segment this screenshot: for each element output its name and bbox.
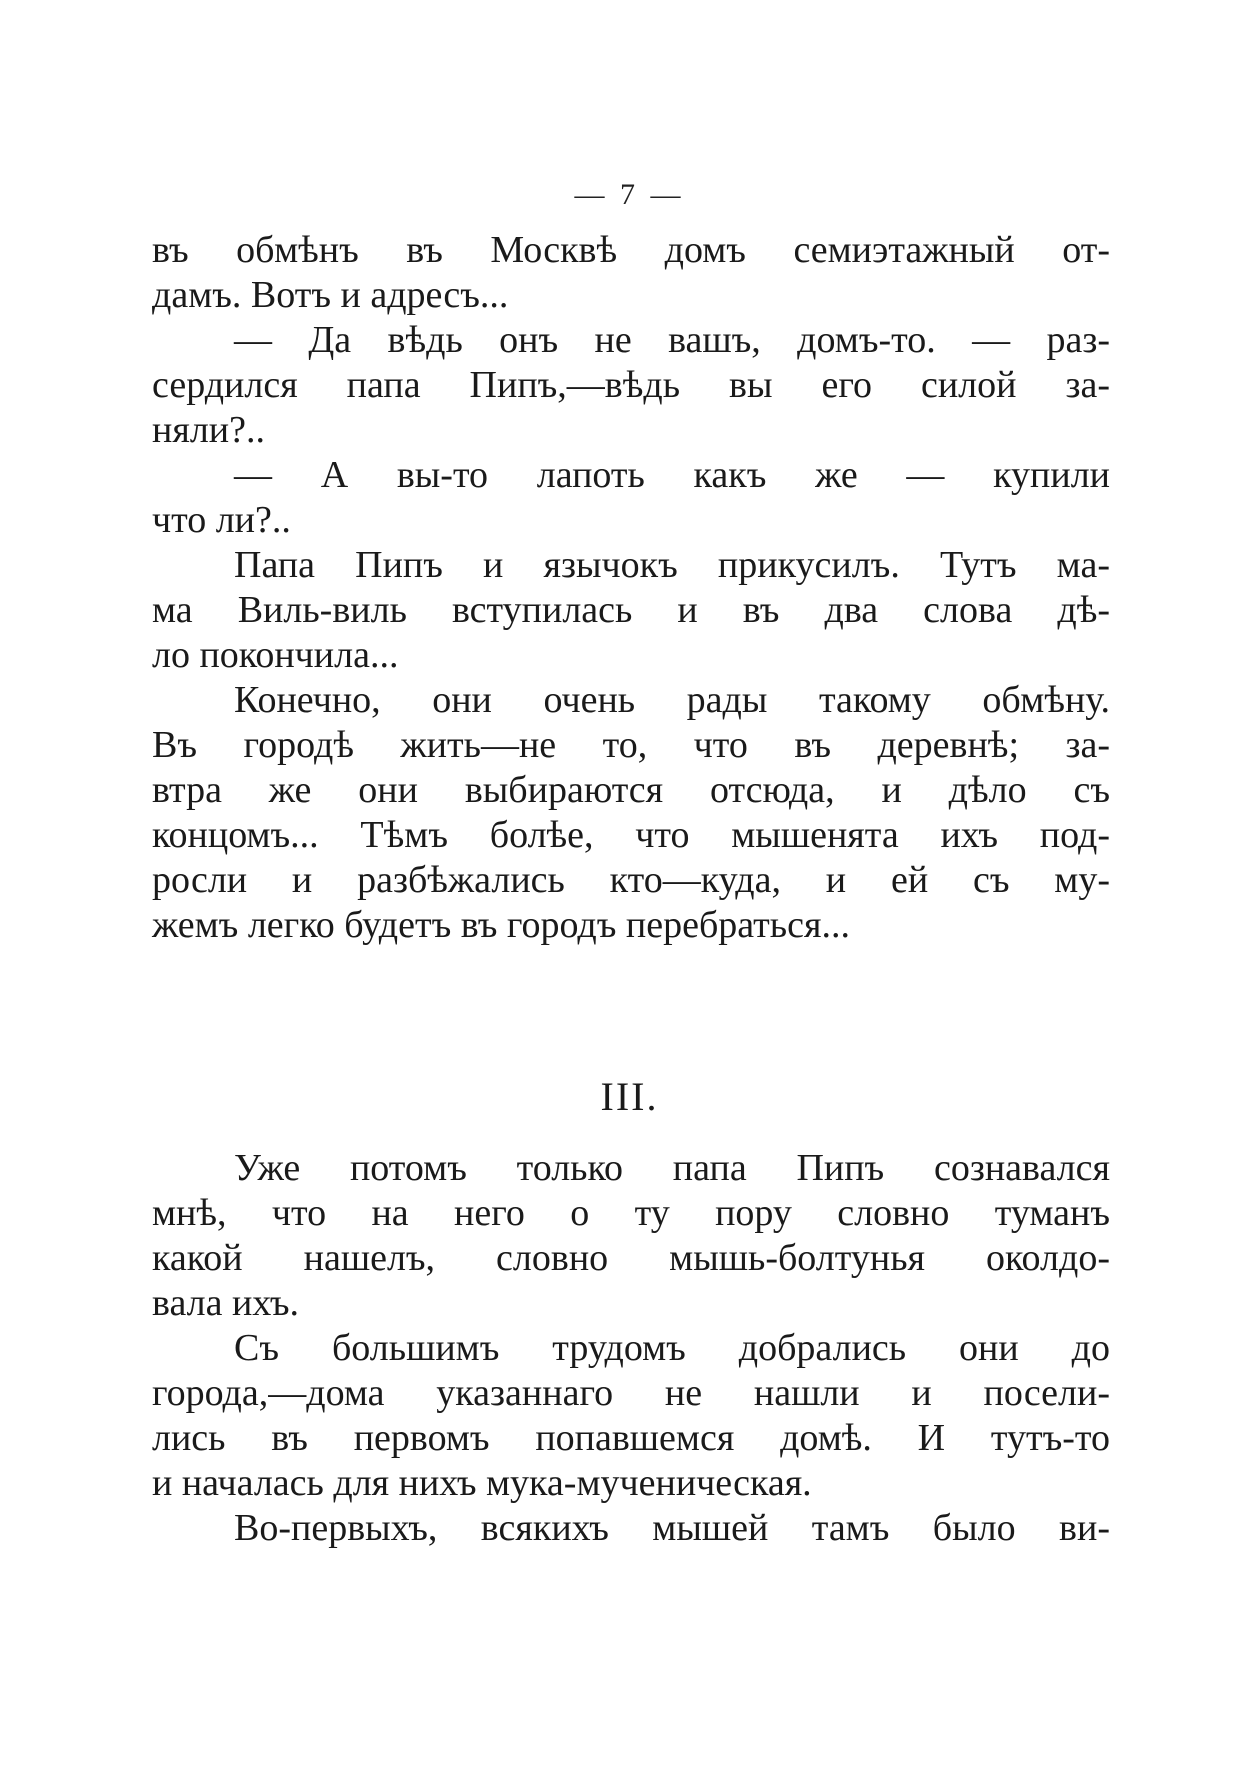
text-line: — Да вѣдь онъ не вашъ, домъ-то. — раз- <box>234 319 1110 361</box>
text-line: Папа Пипъ и язычокъ прикусилъ. Тутъ ма- <box>234 544 1110 586</box>
text-line: Конечно, они очень рады такому обмѣну. <box>234 679 1110 721</box>
text-line: — А вы-то лапоть какъ же — купили <box>234 454 1110 496</box>
text-line: Съ большимъ трудомъ добрались они до <box>234 1327 1110 1369</box>
text-line: жемъ легко будетъ въ городъ перебраться... <box>152 904 850 946</box>
text-line: ма Виль-виль вступилась и въ два слова дѣ- <box>152 589 1110 631</box>
text-line: и началась для нихъ мука-мученическая. <box>152 1462 812 1504</box>
text-line: лись въ первомъ попавшемся домѣ. И тутъ-то <box>152 1417 1110 1459</box>
text-line: няли?.. <box>152 409 265 451</box>
text-line: Во-первыхъ, всякихъ мышей тамъ было ви- <box>234 1507 1110 1549</box>
text-line: ло покончила... <box>152 634 399 676</box>
text-line: Въ городѣ жить—не то, что въ деревнѣ; за- <box>152 724 1110 766</box>
text-line: мнѣ, что на него о ту пору словно туманъ <box>152 1192 1110 1234</box>
text-line: концомъ... Тѣмъ болѣе, что мышенята ихъ под- <box>152 814 1110 856</box>
text-line: сердился папа Пипъ,—вѣдь вы его силой за- <box>152 364 1110 406</box>
text-line: города,—дома указаннаго не нашли и посели- <box>152 1372 1110 1414</box>
section-heading: III. <box>600 1074 659 1119</box>
text-line: Уже потомъ только папа Пипъ сознавался <box>234 1147 1110 1189</box>
text-line: втра же они выбираются отсюда, и дѣло съ <box>152 769 1110 811</box>
text-line: дамъ. Вотъ и адресъ... <box>152 274 509 316</box>
text-line: какой нашелъ, словно мышь-болтунья околдо- <box>152 1237 1110 1279</box>
page-number: — 7 — <box>574 178 685 211</box>
text-line: что ли?.. <box>152 499 291 541</box>
text-line: росли и разбѣжались кто—куда, и ей съ му- <box>152 859 1110 901</box>
text-line: въ обмѣнъ въ Москвѣ домъ семиэтажный от- <box>152 229 1110 271</box>
text-line: вала ихъ. <box>152 1282 300 1324</box>
